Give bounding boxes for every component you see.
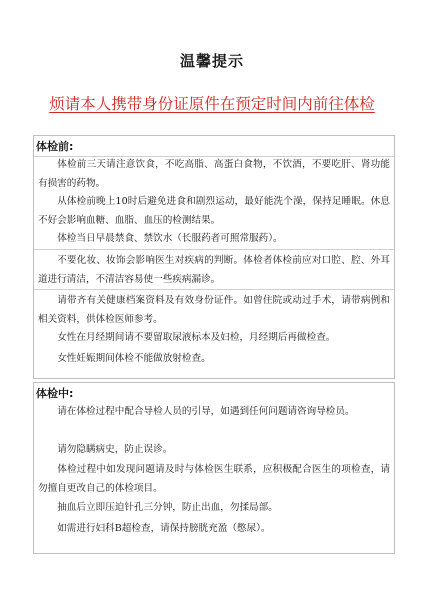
paragraph: 女性妊娠期间体检不能做放射检查。 xyxy=(57,353,211,364)
page-title: 温馨提示 xyxy=(179,52,244,70)
section-before-exam xyxy=(33,135,395,379)
section-divider xyxy=(34,249,394,250)
section-during-exam xyxy=(33,382,395,554)
subtitle-text: 烦请本人携带身份证原件在预定时间内前往体检 xyxy=(49,95,375,113)
paragraph: 体检当日早晨禁食、禁饮水（长服药者可照常服药）。 xyxy=(57,233,283,244)
page-subtitle xyxy=(0,92,424,114)
paragraph: 请勿隐瞒病史，防止误诊。 xyxy=(57,444,173,455)
paragraph: 如需进行妇科B超检查，请保持膀胱充盈（憋尿）。 xyxy=(57,523,271,534)
paragraph: 请带齐有关健康档案资料及有效身份证件。如曾住院或动过手术，请带病例和相关资料，供体检医师参考。 xyxy=(38,295,390,325)
paragraph: 体检过程中如发现问题请及时与体检医生联系，应积极配合医生的项检查，请勿擅自更改自己的体检项目。 xyxy=(38,464,390,494)
paragraph: 抽血后立即压迫针孔三分钟，防止出血，勿揉局部。 xyxy=(57,502,278,513)
paragraph: 不要化妆、妆饰会影响医生对疾病的判断。体检者体检前应对口腔、腔、外耳道进行清洁，不清洁容易使一些疾病漏诊。 xyxy=(38,255,390,285)
paragraph: 女性在月经期间请不要留取尿液标本及妇检，月经期后再做检查。 xyxy=(57,332,336,343)
section-heading-during: 体检中: xyxy=(36,387,74,400)
paragraph: 从体检前晚上10时后避免进食和剧烈运动，最好能洗个澡，保持足睡眠。休息不好会影响血糖、血脂、血压的检测结果。 xyxy=(38,196,390,226)
section-divider xyxy=(34,289,394,290)
section-heading-before: 体检前: xyxy=(36,140,74,153)
paragraph: 请在体检过程中配合导检人员的引导，如遇到任何问题请咨询导检员。 xyxy=(57,406,355,417)
paragraph: 体检前三天请注意饮食，不吃高脂、高蛋白食物，不饮酒，不要吃肝、肾功能有损害的药物。 xyxy=(38,159,390,189)
